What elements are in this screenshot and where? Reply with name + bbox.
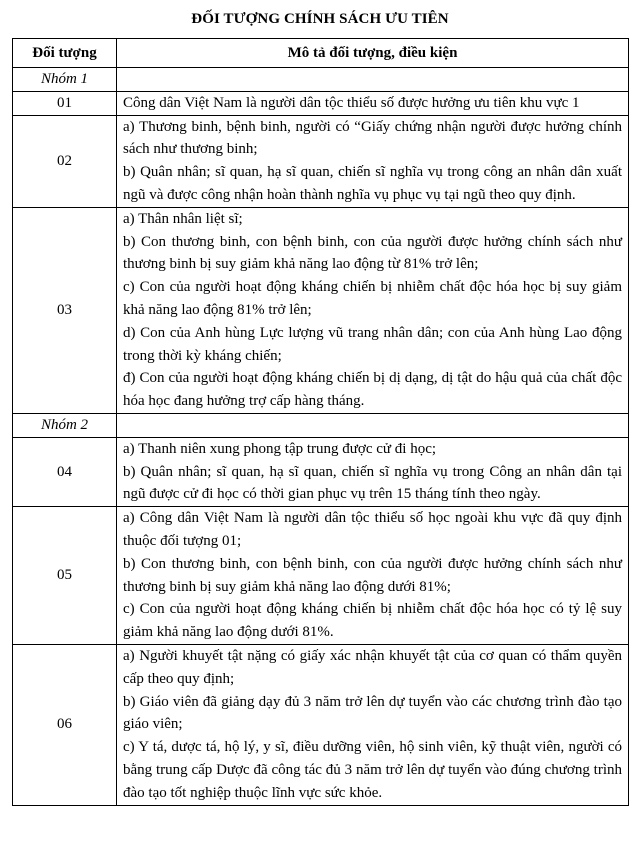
row-code: 02	[13, 115, 117, 207]
description-line: b) Quân nhân; sĩ quan, hạ sĩ quan, chiến sĩ nghĩa vụ trong công an nhân dân xuất ngũ và được công nhận hoàn thành nghĩa vụ phục vụ tại ngũ theo quy định.	[123, 164, 622, 203]
table-row	[13, 507, 629, 645]
description-line: b) Quân nhân; sĩ quan, hạ sĩ quan, chiến sĩ nghĩa vụ trong Công an nhân dân tại ngũ được cử đi học có thời gian phục vụ trên 15 tháng tính theo ngày.	[123, 463, 622, 503]
description-line: c) Y tá, dược tá, hộ lý, y sĩ, điều dưỡng viên, hộ sinh viên, kỹ thuật viên, người có bằng trung cấp Dược đã công tác đủ 3 năm trở lên dự tuyển vào đúng chương trình đào tạo tốt nghiệp thuộc lĩnh vực sức khỏe.	[123, 739, 622, 801]
row-description	[117, 91, 629, 115]
header-description: Mô tả đối tượng, điều kiện	[117, 39, 629, 68]
description-line: Công dân Việt Nam là người dân tộc thiểu số được hưởng ưu tiên khu vực 1	[123, 94, 580, 111]
description-line: a) Thương binh, bệnh binh, người có “Giấy chứng nhận người được hưởng chính sách như thương binh;	[123, 118, 622, 158]
group-empty-cell	[117, 68, 629, 92]
row-description	[117, 507, 629, 645]
group-row	[13, 68, 629, 92]
table-row	[13, 644, 629, 805]
row-code: 06	[13, 644, 117, 805]
table-row	[13, 91, 629, 115]
description-line: b) Con thương binh, con bệnh binh, con của người được hưởng chính sách như thương binh bị suy giảm khả năng lao động dưới 81%;	[123, 555, 622, 595]
description-line: b) Giáo viên đã giảng dạy đủ 3 năm trở lên dự tuyển vào các chương trình đào tạo giáo viên;	[123, 693, 622, 733]
description-line: c) Con của người hoạt động kháng chiến bị nhiễm chất độc hóa học bị suy giảm khả năng lao động 81% trở lên;	[123, 279, 622, 318]
row-code: 05	[13, 507, 117, 645]
description-line: c) Con của người hoạt động kháng chiến bị nhiễm chất độc hóa học có tỷ lệ suy giảm khả năng lao động dưới 81%.	[123, 601, 622, 641]
group-row	[13, 413, 629, 437]
description-line: a) Thân nhân liệt sĩ;	[123, 210, 243, 227]
row-code: 01	[13, 91, 117, 115]
group-empty-cell	[117, 413, 629, 437]
policy-table	[12, 38, 629, 806]
group-label-2: Nhóm 2	[13, 413, 117, 437]
description-line: đ) Con của người hoạt động kháng chiến bị dị dạng, dị tật do hậu quả của chất độc hóa học đang hưởng trợ cấp hàng tháng.	[123, 370, 622, 410]
row-description	[117, 644, 629, 805]
description-line: a) Thanh niên xung phong tập trung được cử đi học;	[123, 440, 437, 457]
header-code: Đối tượng	[13, 39, 117, 68]
table-row	[13, 115, 629, 207]
description-line: a) Công dân Việt Nam là người dân tộc thiểu số học ngoài khu vực đã quy định thuộc đối tượng 01;	[123, 510, 622, 549]
row-code: 04	[13, 437, 117, 506]
description-line: a) Người khuyết tật nặng có giấy xác nhận khuyết tật của cơ quan có thẩm quyền cấp theo quy định;	[123, 647, 622, 687]
description-line: d) Con của Anh hùng Lực lượng vũ trang nhân dân; con của Anh hùng Lao động trong thời kỳ kháng chiến;	[123, 324, 622, 364]
row-description	[117, 115, 629, 207]
table-row	[13, 437, 629, 506]
table-row	[13, 207, 629, 413]
page-title: ĐỐI TƯỢNG CHÍNH SÁCH ƯU TIÊN	[191, 11, 449, 27]
description-line: b) Con thương binh, con bệnh binh, con của người được hưởng chính sách như thương binh bị suy giảm khả năng lao động từ 81% trở lên;	[123, 233, 622, 273]
group-label-1: Nhóm 1	[13, 68, 117, 92]
row-description	[117, 437, 629, 506]
row-description	[117, 207, 629, 413]
row-code: 03	[13, 207, 117, 413]
table-header-row	[13, 39, 629, 68]
